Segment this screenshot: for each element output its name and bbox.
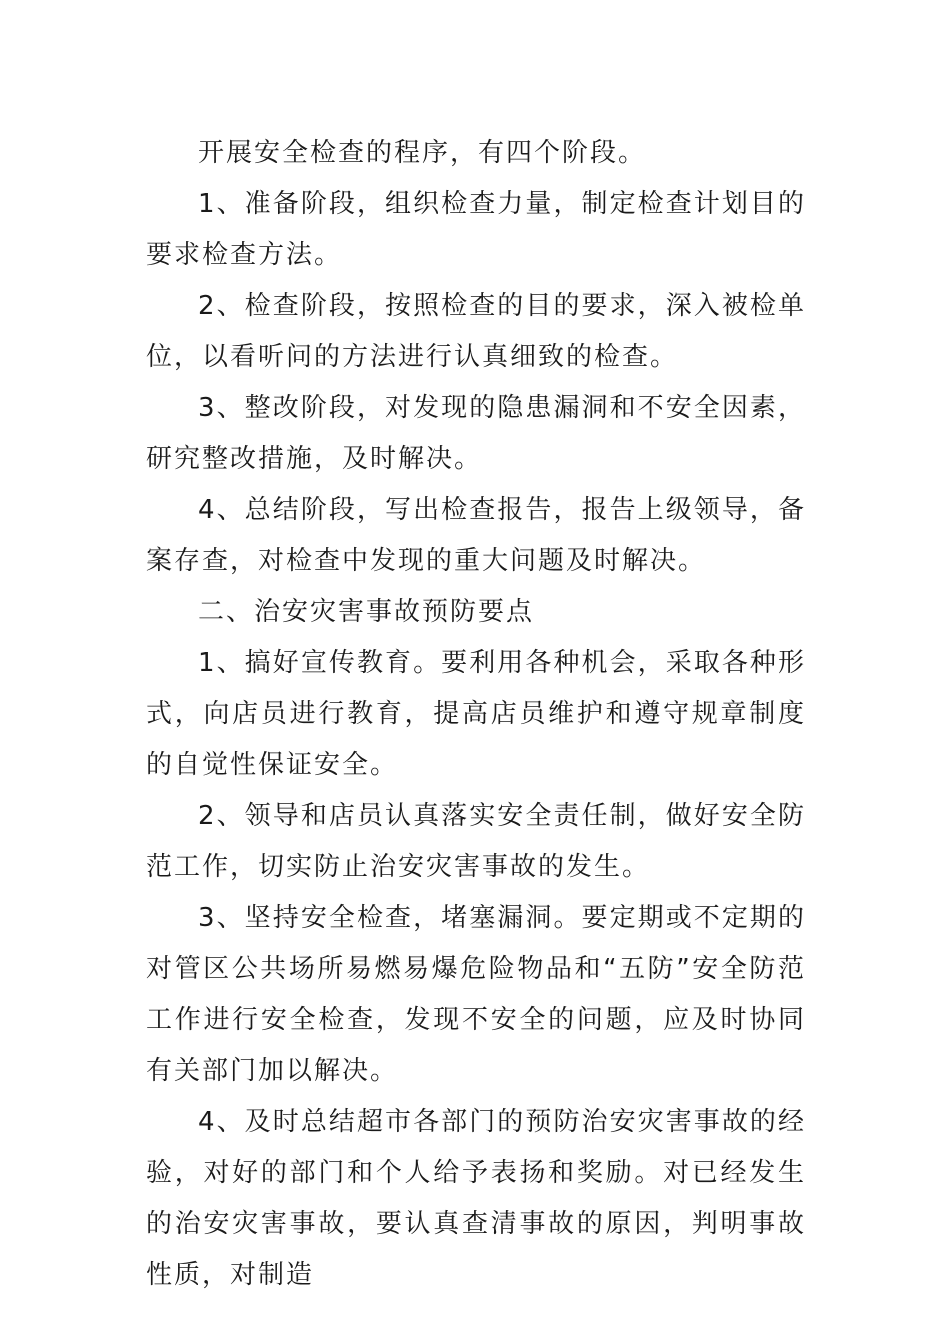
section-heading: 二、治安灾害事故预防要点: [198, 597, 535, 627]
paragraph-intro: 开展安全检查的程序，有四个阶段。: [198, 138, 647, 168]
paragraph-stage-inspect: 2、检查阶段，按照检查的目的要求，深入被检单位，以看听问的方法进行认真细致的检查。: [146, 291, 806, 372]
paragraph-point-inspection: 3、坚持安全检查，堵塞漏洞。要定期或不定期的对管区公共场所易燃易爆危险物品和“五防”安全防范工作进行安全检查，发现不安全的问题，应及时协同有关部门加以解决。: [146, 903, 806, 1086]
paragraph-point-experience: 4、及时总结超市各部门的预防治安灾害事故的经验，对好的部门和个人给予表扬和奖励。对已经发生的治安灾害事故，要认真查清事故的原因，判明事故性质，对制造: [146, 1107, 806, 1290]
paragraph-point-responsibility: 2、领导和店员认真落实安全责任制，做好安全防范工作，切实防止治安灾害事故的发生。: [146, 801, 806, 882]
paragraph-stage-summary: 4、总结阶段，写出检查报告，报告上级领导，备案存查，对检查中发现的重大问题及时解决。: [146, 495, 806, 576]
document-body: [146, 128, 806, 1301]
paragraph-stage-rectify: 3、整改阶段，对发现的隐患漏洞和不安全因素，研究整改措施，及时解决。: [146, 393, 806, 474]
paragraph-point-education: 1、搞好宣传教育。要利用各种机会，采取各种形式，向店员进行教育，提高店员维护和遵守规章制度的自觉性保证安全。: [146, 648, 806, 780]
paragraph-stage-prepare: 1、准备阶段，组织检查力量，制定检查计划目的要求检查方法。: [146, 189, 806, 270]
